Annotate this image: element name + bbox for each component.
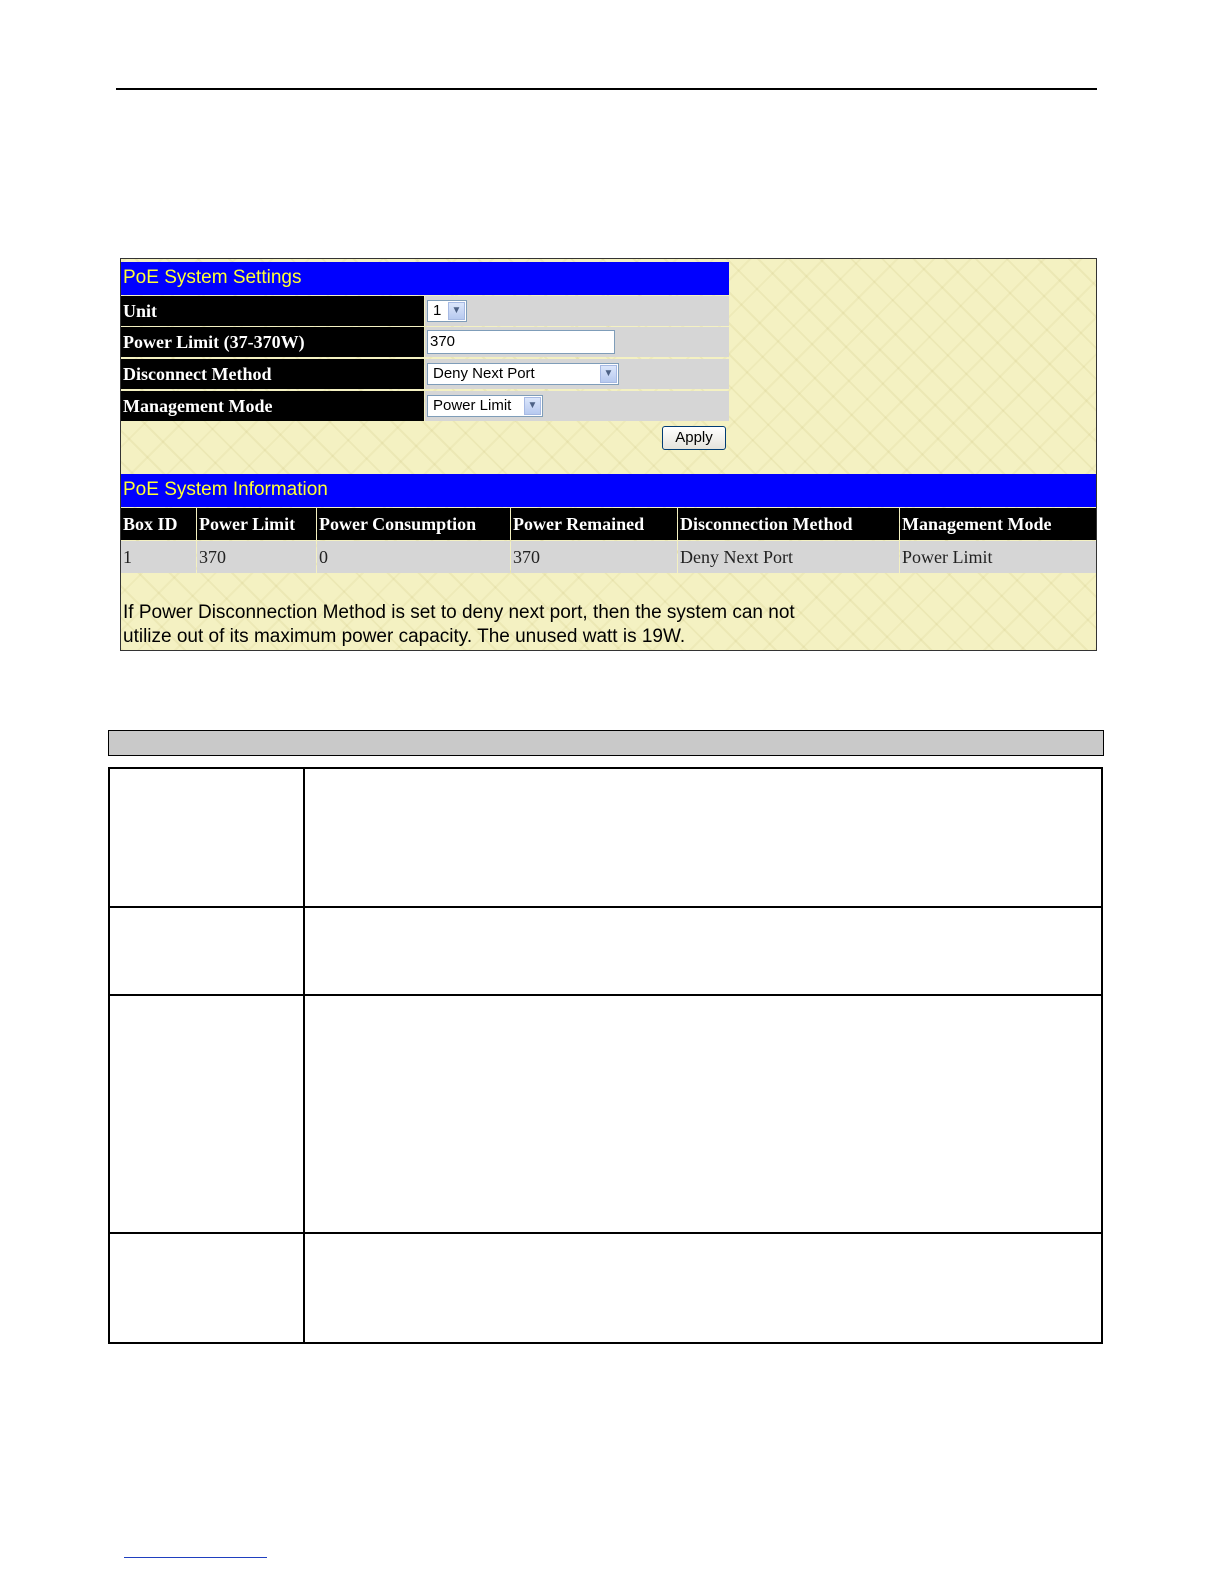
- chevron-down-icon[interactable]: ▼: [524, 397, 541, 415]
- row-divider: [110, 906, 1101, 908]
- table-cell: 370: [197, 541, 316, 573]
- table-row: [121, 541, 1096, 573]
- settings-header: PoE System Settings: [121, 262, 729, 295]
- description-table: [108, 767, 1103, 1344]
- column-header: Power Consumption: [317, 508, 510, 540]
- power-note-line-1: If Power Disconnection Method is set to deny next port, then the system can not: [123, 602, 795, 623]
- power-limit-label: Power Limit (37-370W): [121, 327, 424, 357]
- footer-link-underline: [124, 1557, 267, 1558]
- power-note: [123, 601, 923, 649]
- unit-label: Unit: [121, 296, 424, 326]
- disconnect-method-label: Disconnect Method: [121, 359, 424, 389]
- column-header: Disconnection Method: [678, 508, 899, 540]
- page-top-rule: [116, 88, 1097, 90]
- power-limit-row: [121, 327, 729, 357]
- power-note-line-2: utilize out of its maximum power capacity. The unused watt is 19W.: [123, 626, 686, 647]
- unit-select-value: 1: [433, 302, 442, 319]
- unit-row: [121, 296, 729, 326]
- column-header: Box ID: [121, 508, 196, 540]
- poe-system-panel: [120, 258, 1097, 651]
- unit-select[interactable]: [427, 300, 467, 322]
- apply-button[interactable]: Apply: [662, 426, 726, 450]
- chevron-down-icon[interactable]: ▼: [600, 365, 617, 383]
- table-cell: 370: [511, 541, 677, 573]
- row-divider: [110, 994, 1101, 996]
- info-header: PoE System Information: [121, 474, 1096, 507]
- column-header: Power Remained: [511, 508, 677, 540]
- disconnect-method-value: Deny Next Port: [433, 365, 535, 382]
- column-header: Management Mode: [900, 508, 1096, 540]
- table-cell: 0: [317, 541, 510, 573]
- management-mode-value: Power Limit: [433, 397, 512, 414]
- table-cell: Deny Next Port: [678, 541, 899, 573]
- management-mode-label: Management Mode: [121, 391, 424, 421]
- info-table-header: [121, 508, 1096, 540]
- row-divider: [110, 1232, 1101, 1234]
- disconnect-method-select[interactable]: [427, 363, 619, 385]
- chevron-down-icon[interactable]: ▼: [448, 302, 465, 320]
- column-header: Power Limit: [197, 508, 316, 540]
- column-divider: [303, 769, 305, 1342]
- power-limit-input[interactable]: 370: [427, 330, 615, 354]
- description-table-header: [108, 730, 1104, 756]
- management-mode-row: [121, 391, 729, 421]
- disconnect-method-row: [121, 359, 729, 389]
- management-mode-select[interactable]: [427, 395, 543, 417]
- table-cell: 1: [121, 541, 196, 573]
- table-cell: Power Limit: [900, 541, 1096, 573]
